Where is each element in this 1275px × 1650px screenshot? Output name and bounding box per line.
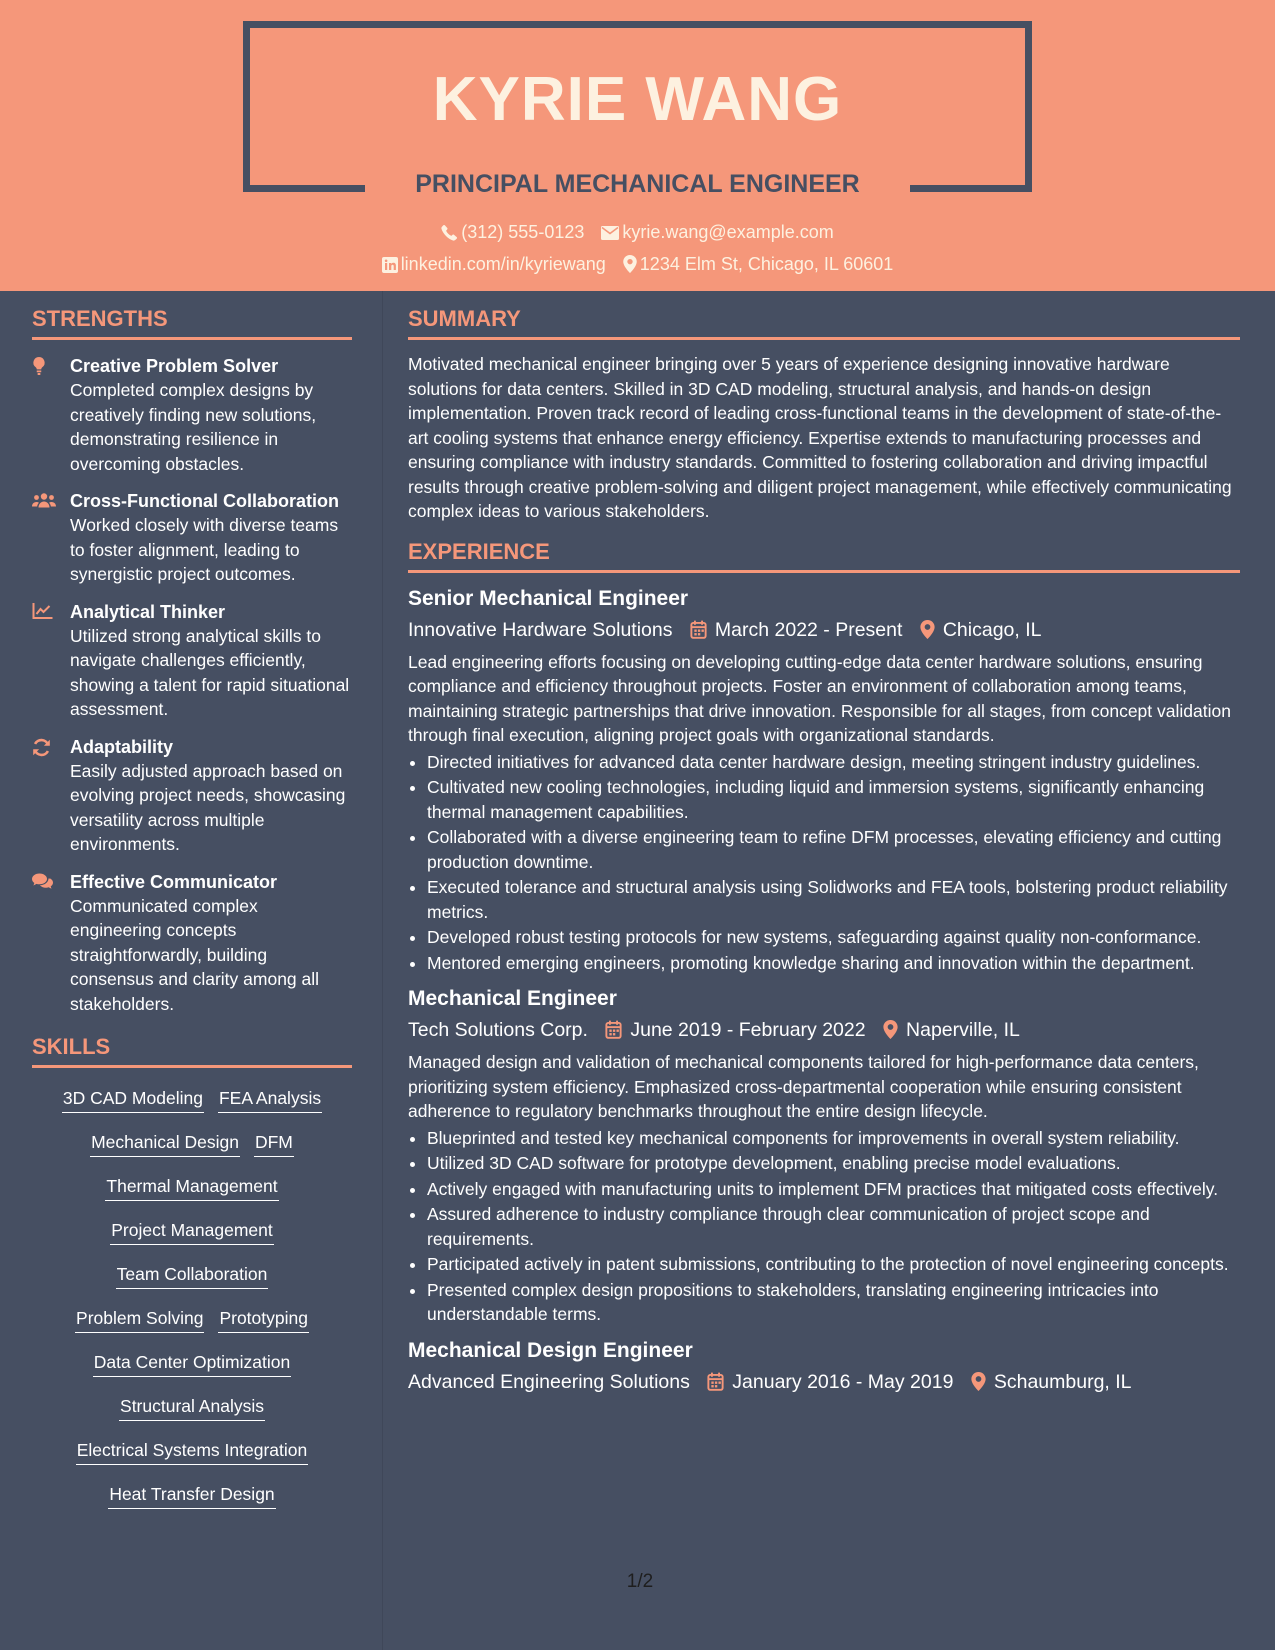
page-number: 1/2 xyxy=(626,1571,654,1592)
contact-email[interactable] xyxy=(601,220,833,244)
contact-row-2 xyxy=(0,252,1275,276)
right-column xyxy=(408,291,1240,1406)
map-pin-icon xyxy=(971,1372,986,1391)
envelope-icon xyxy=(601,225,619,241)
list-item: • Directed initiatives for advanced data center hardware design, meeting stringent industry guidelines. xyxy=(427,750,1240,775)
list-item: • Collaborated with a diverse engineering team to refine DFM processes, elevating efficiency and cutting production downtime. xyxy=(427,825,1240,874)
strengths-heading: STRENGTHS xyxy=(32,305,352,340)
strength-title: Cross-Functional Collaboration xyxy=(70,491,340,511)
job-meta xyxy=(408,1368,1240,1396)
contact-address xyxy=(623,252,894,276)
skill-tag: Team Collaboration xyxy=(116,1262,269,1289)
skill-tag: Electrical Systems Integration xyxy=(76,1438,309,1465)
header-frame-left xyxy=(243,21,250,192)
job-company: Advanced Engineering Solutions xyxy=(408,1370,690,1393)
list-item: • Mentored emerging engineers, promoting knowledge sharing and innovation within the department. xyxy=(427,951,1240,976)
job-title: Senior Mechanical Engineer xyxy=(408,586,689,610)
job-meta xyxy=(408,616,1240,644)
map-pin-icon xyxy=(920,620,935,639)
contact-row-1 xyxy=(0,220,1275,244)
contact-linkedin[interactable] xyxy=(382,252,606,276)
linkedin-icon xyxy=(382,257,398,273)
header-frame-right xyxy=(1025,21,1032,192)
header-frame-top xyxy=(243,21,1032,28)
column-divider xyxy=(382,291,383,1650)
skill-tag: DFM xyxy=(254,1130,294,1157)
skill-tag: Heat Transfer Design xyxy=(108,1482,275,1509)
skills-heading: SKILLS xyxy=(32,1033,352,1068)
skill-tag: Problem Solving xyxy=(75,1306,204,1333)
strength-item xyxy=(32,735,352,857)
job-location: Naperville, IL xyxy=(883,1016,1020,1044)
strength-title: Effective Communicator xyxy=(70,871,278,892)
job-dates: January 2016 - May 2019 xyxy=(707,1368,953,1396)
skill-tag: Mechanical Design xyxy=(90,1130,240,1157)
skill-tag: Structural Analysis xyxy=(119,1394,265,1421)
list-item: • Executed tolerance and structural analysis using Solidworks and FEA tools, bolstering product reliability metrics. xyxy=(427,875,1240,924)
job-entry xyxy=(408,985,1240,1327)
strength-description: Worked closely with diverse teams to foster alignment, leading to synergistic project outcomes. xyxy=(70,515,339,584)
list-item: • Utilized 3D CAD software for prototype development, enabling precise model evaluations. xyxy=(427,1151,1240,1176)
strength-description: Communicated complex engineering concepts straightforwardly, building consensus and clarity among all stakeholders. xyxy=(70,895,320,1014)
contact-linkedin-text: linkedin.com/in/kyriewang xyxy=(400,254,606,274)
users-icon xyxy=(32,492,56,509)
list-item: • Cultivated new cooling technologies, including liquid and immersion systems, significantly enhancing thermal management capabilities. xyxy=(427,775,1240,824)
summary-heading: SUMMARY xyxy=(408,305,1240,340)
job-location: Chicago, IL xyxy=(920,616,1042,644)
map-pin-icon xyxy=(883,1020,898,1039)
chart-line-icon xyxy=(32,603,53,619)
lightbulb-icon xyxy=(32,357,46,375)
strength-title: Creative Problem Solver xyxy=(70,356,279,376)
job-description: Lead engineering efforts focusing on developing cutting-edge data center hardware solutions, ensuring compliance and efficiency throughout projects. Foster an environment of collaboration among teams, maintaining strategic partnerships that drive innovation. Responsible for all stages, from concept validation through final execution, aligning project goals with organizational standards. xyxy=(408,651,1231,745)
list-item: • Actively engaged with manufacturing units to implement DFM practices that mitigated costs effectively. xyxy=(427,1177,1240,1202)
list-item: • Blueprinted and tested key mechanical components for improvements in overall system reliability. xyxy=(427,1126,1240,1151)
skill-tag: FEA Analysis xyxy=(218,1086,322,1113)
skills-list xyxy=(32,1080,352,1509)
skill-tag: Thermal Management xyxy=(105,1174,278,1201)
list-item: • Assured adherence to industry compliance through clear communication of project scope and requirements. xyxy=(427,1202,1240,1251)
contact-phone-text: (312) 555-0123 xyxy=(461,222,585,242)
contact-email-text: kyrie.wang@example.com xyxy=(622,222,834,242)
resume-header xyxy=(0,0,1275,291)
job-title: Mechanical Design Engineer xyxy=(408,1338,693,1362)
job-dates: June 2019 - February 2022 xyxy=(605,1016,865,1044)
strength-description: Completed complex designs by creatively finding new solutions, demonstrating resilience in overcoming obstacles. xyxy=(70,380,317,474)
job-bullets xyxy=(427,748,1240,976)
contact-phone[interactable] xyxy=(441,220,584,244)
experience-heading: EXPERIENCE xyxy=(408,538,1240,573)
job-description: Managed design and validation of mechanical components tailored for high-performance data centers, prioritizing system efficiency. Emphasized cross-departmental cooperation while ensuring consistent adherence to regulatory benchmarks throughout the entire design lifecycle. xyxy=(408,1052,1199,1121)
strength-description: Utilized strong analytical skills to navigate challenges efficiently, showing a talent for rapid situational assessment. xyxy=(70,625,350,719)
skill-tag: 3D CAD Modeling xyxy=(62,1086,204,1113)
job-company: Innovative Hardware Solutions xyxy=(408,618,673,641)
list-item: • Presented complex design propositions to stakeholders, translating engineering intricacies into understandable terms. xyxy=(427,1278,1240,1327)
calendar-icon xyxy=(690,620,707,639)
comments-icon xyxy=(32,873,54,890)
job-bullets xyxy=(427,1124,1240,1327)
strength-item xyxy=(32,489,352,587)
strength-item xyxy=(32,870,352,1017)
candidate-title: PRINCIPAL MECHANICAL ENGINEER xyxy=(415,170,860,198)
left-column xyxy=(32,291,352,1526)
skill-tag: Prototyping xyxy=(218,1306,309,1333)
candidate-name: KYRIE WANG xyxy=(432,65,843,134)
header-frame-bottom-left xyxy=(243,185,365,192)
phone-icon xyxy=(441,224,458,241)
job-company: Tech Solutions Corp. xyxy=(408,1019,588,1041)
strength-title: Adaptability xyxy=(70,736,174,757)
job-dates: March 2022 - Present xyxy=(690,616,903,644)
map-pin-icon xyxy=(623,255,637,273)
summary-text: Motivated mechanical engineer bringing over 5 years of experience designing innovative hardware solutions for data centers. Skilled in 3D CAD modeling, structural analysis, and hands-on design implementation. Proven track record of leading cross-functional teams in the development of state-of-the-art cooling systems that enhance energy efficiency. Expertise extends to manufacturing processes and ensuring compliance with industry standards. Committed to fostering collaboration and driving impactful results through creative problem-solving and diligent project management, while effectively communicating complex ideas to various stakeholders. xyxy=(408,354,1232,521)
skill-tag: Data Center Optimization xyxy=(93,1350,291,1377)
calendar-icon xyxy=(707,1372,724,1391)
sync-icon xyxy=(32,738,51,757)
job-title: Mechanical Engineer xyxy=(408,987,617,1010)
strength-item xyxy=(32,600,352,722)
header-frame-bottom-right xyxy=(910,185,1032,192)
job-location: Schaumburg, IL xyxy=(971,1368,1132,1396)
contact-address-text: 1234 Elm St, Chicago, IL 60601 xyxy=(639,254,894,274)
strength-item xyxy=(32,354,352,476)
list-item: • Participated actively in patent submissions, contributing to the protection of novel engineering concepts. xyxy=(427,1252,1240,1277)
list-item: • Developed robust testing protocols for new systems, safeguarding against quality non-conformance. xyxy=(427,925,1240,950)
skill-tag: Project Management xyxy=(110,1218,273,1245)
calendar-icon xyxy=(605,1020,622,1039)
job-entry xyxy=(408,1337,1240,1396)
job-entry xyxy=(408,585,1240,976)
job-meta xyxy=(408,1016,1240,1044)
strength-description: Easily adjusted approach based on evolving project needs, showcasing versatility across multiple environments. xyxy=(70,760,346,854)
strength-title: Analytical Thinker xyxy=(70,601,226,622)
